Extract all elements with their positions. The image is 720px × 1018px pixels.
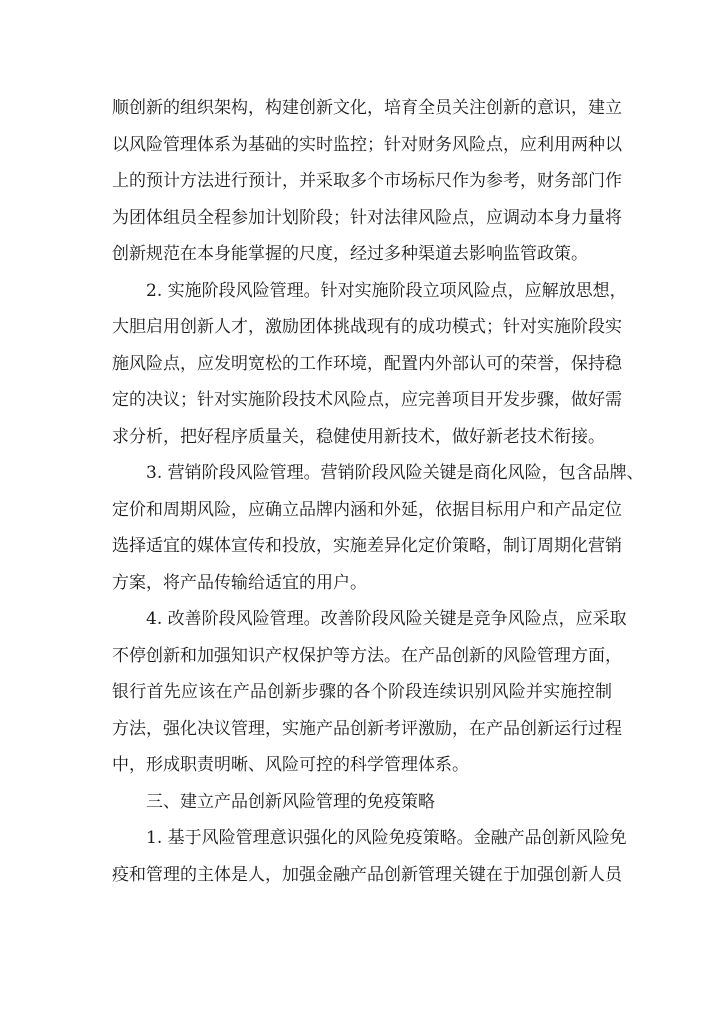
- text-line: 2. 实施阶段风险管理。针对实施阶段立项风险点，应解放思想，: [146, 280, 627, 301]
- text-line: 方法，强化决议管理，实施产品创新考评激励，在产品创新运行过程: [112, 718, 622, 739]
- text-line: 上的预计方法进行预计，并采取多个市场标尺作为参考，财务部门作: [112, 171, 622, 191]
- para-implementation-risk: [112, 273, 627, 456]
- para-awareness-strategy: [112, 820, 627, 893]
- text-line: 不停创新和加强知识产权保护等方法。在产品创新的风险管理方面，: [112, 645, 622, 666]
- text-line: 1. 基于风险管理意识强化的风险免疫策略。金融产品创新风险免: [146, 828, 627, 848]
- text-line: 以风险管理体系为基础的实时监控；针对财务风险点，应利用两种以: [112, 134, 622, 155]
- para-continuation: [112, 90, 622, 273]
- text-line: 三、建立产品创新风险管理的免疫策略: [146, 791, 435, 812]
- document-body: [112, 90, 644, 893]
- text-line: 求分析，把好程序质量关，稳健使用新技术，做好新老技术衔接。: [112, 426, 605, 447]
- para-improvement-risk: [112, 601, 627, 784]
- para-marketing-risk: [112, 455, 644, 601]
- text-line: 方案，将产品传输给适宜的用户。: [112, 572, 367, 593]
- text-line: 创新规范在本身能掌握的尺度，经过多种渠道去影响监管政策。: [112, 244, 588, 264]
- text-line: 中，形成职责明晰、风险可控的科学管理体系。: [112, 755, 469, 775]
- text-line: 疫和管理的主体是人，加强金融产品创新管理关键在于加强创新人员: [112, 864, 622, 885]
- text-line: 为团体组员全程参加计划阶段；针对法律风险点，应调动本身力量将: [112, 207, 622, 228]
- text-line: 施风险点，应发明宽松的工作环境，配置内外部认可的荣誉，保持稳: [112, 353, 622, 374]
- text-line: 顺创新的组织架构，构建创新文化，培育全员关注创新的意识，建立: [112, 98, 622, 118]
- section-heading-immunity-strategy: [112, 784, 612, 821]
- text-line: 银行首先应该在产品创新步骤的各个阶段连续识别风险并实施控制: [112, 682, 612, 702]
- text-line: 4. 改善阶段风险管理。改善阶段风险关键是竞争风险点，应采取: [146, 609, 627, 629]
- text-line: 3. 营销阶段风险管理。营销阶段风险关键是商化风险，包含品牌、: [146, 463, 644, 483]
- text-line: 大胆启用创新人才，激励团体挑战现有的成功模式；针对实施阶段实: [112, 317, 622, 337]
- text-line: 定价和周期风险，应确立品牌内涵和外延，依据目标用户和产品定位: [112, 499, 622, 520]
- text-line: 选择适宜的媒体宣传和投放，实施差异化定价策略，制订周期化营销: [112, 536, 622, 556]
- text-line: 定的决议；针对实施阶段技术风险点，应完善项目开发步骤，做好需: [112, 390, 622, 410]
